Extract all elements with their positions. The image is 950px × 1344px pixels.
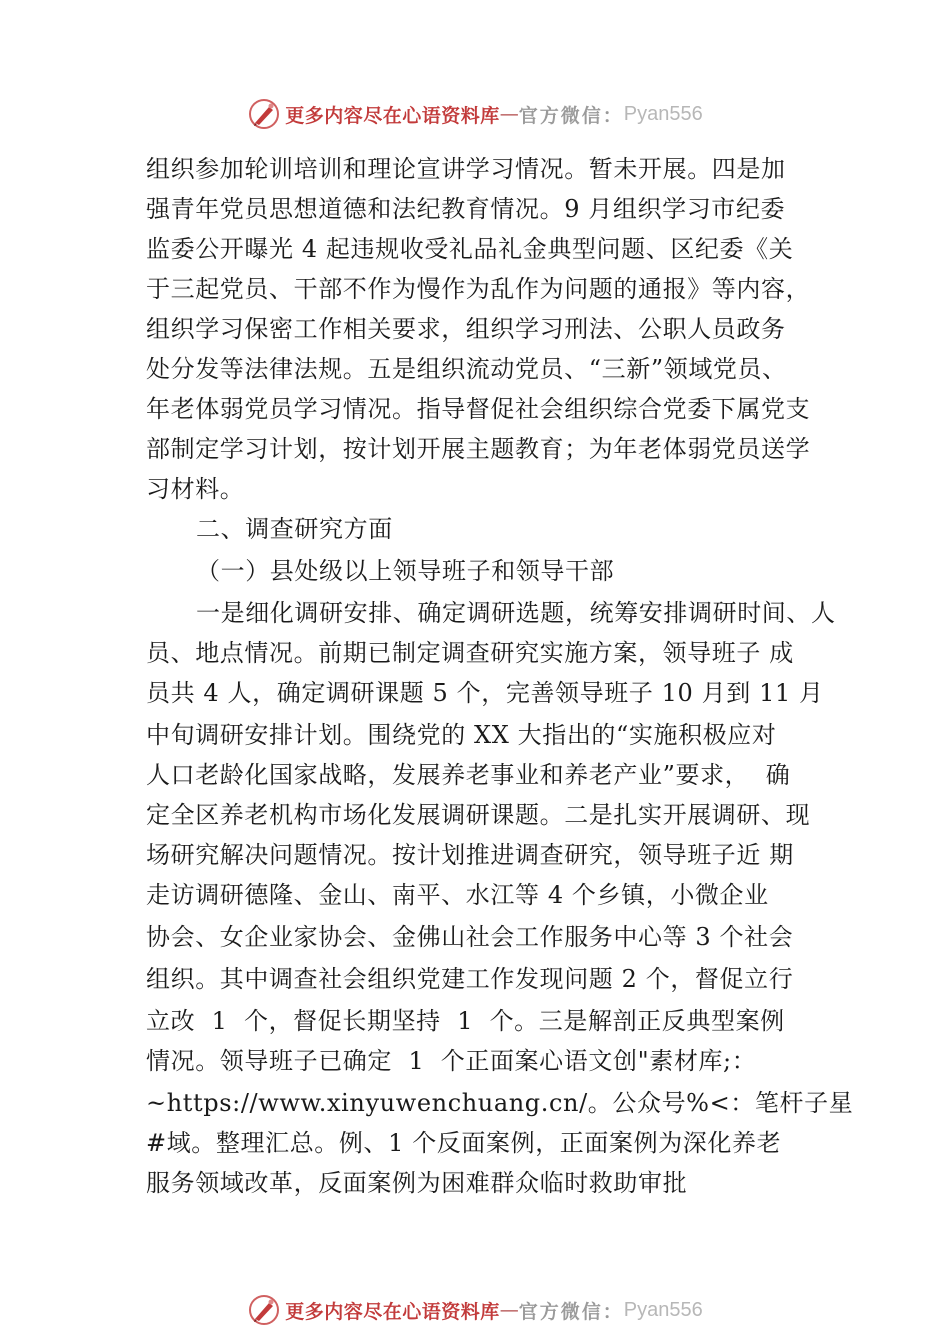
text-line: 人口老龄化国家战略，发展养老事业和养老产业”要求， 确 — [146, 761, 791, 789]
banner-main-text: 更多内容尽在心语资料库 — [285, 1300, 500, 1323]
text-line: 组织。其中调查社会组织党建工作发现问题 2 个，督促立行 — [146, 965, 794, 993]
text-line: 部制定学习计划，按计划开展主题教育；为年老体弱党员送学 — [146, 435, 811, 463]
banner-wechat-id: Pyan556 — [623, 1298, 703, 1321]
text-line: 协会、女企业家协会、金佛山社会工作服务中心等 3 个社会 — [146, 923, 794, 951]
text-line: 情况。领导班子已确定 1 个正面案心语文创"素材库;： — [146, 1047, 757, 1075]
text-line: 员共 4 人，确定调研课题 5 个，完善领导班子 10 月到 11 月 — [146, 679, 824, 707]
banner-wechat-label: 官方微信： — [518, 104, 624, 127]
text-line: 定全区养老机构市场化发展调研课题。二是扎实开展调研、现 — [146, 801, 811, 829]
text-line: 立改 1 个，督促长期坚持 1 个。三是解剖正反典型案例 — [146, 1007, 785, 1035]
banner-dash: — — [499, 1299, 519, 1321]
banner-main-text: 更多内容尽在心语资料库 — [285, 104, 500, 127]
text-line: 年老体弱党员学习情况。指导督促社会组织综合党委下属党支 — [146, 395, 811, 423]
text-line: 组织学习保密工作相关要求，组织学习刑法、公职人员政务 — [146, 315, 786, 343]
banner-dash: — — [499, 103, 519, 125]
footer-banner — [0, 1290, 950, 1330]
banner-wechat-id: Pyan556 — [623, 102, 703, 125]
text-line: 习材料。 — [146, 475, 245, 503]
section-heading: 二、调查研究方面 — [196, 515, 393, 543]
text-line: 服务领域改革，反面案例为困难群众临时救助审批 — [146, 1169, 688, 1197]
subsection-heading: （一）县处级以上领导班子和领导干部 — [196, 557, 615, 585]
text-line: #域。整理汇总。例、1 个反面案例，正面案例为深化养老 — [146, 1129, 782, 1157]
text-line: 一是细化调研安排、确定调研选题，统筹安排调研时间、人 — [196, 599, 836, 627]
text-line: 组织参加轮训培训和理论宣讲学习情况。暂未开展。四是加 — [146, 155, 786, 183]
text-line: 监委公开曝光 4 起违规收受礼品礼金典型问题、区纪委《关 — [146, 235, 794, 263]
text-line: 中旬调研安排计划。围绕党的 XX 大指出的“实施积极应对 — [146, 721, 777, 749]
text-line: 处分发等法律法规。五是组织流动党员、“三新”领域党员、 — [146, 355, 787, 383]
pen-logo-icon — [247, 1293, 281, 1327]
banner-wechat-label: 官方微信： — [518, 1300, 624, 1323]
text-line: 走访调研德隆、金山、南平、水江等 4 个乡镇，小微企业 — [146, 881, 769, 909]
text-line: 强青年党员思想道德和法纪教育情况。9 月组织学习市纪委 — [146, 195, 786, 223]
text-line: 员、地点情况。前期已制定调查研究实施方案，领导班子 成 — [146, 639, 794, 667]
text-line: 场研究解决问题情况。按计划推进调查研究，领导班子近 期 — [146, 841, 794, 869]
text-line: ~https://www.xinyuwenchuang.cn/。公众号%<：笔杆子星 — [146, 1089, 854, 1117]
text-line: 于三起党员、干部不作为慢作为乱作为问题的通报》等内容， — [146, 275, 811, 303]
